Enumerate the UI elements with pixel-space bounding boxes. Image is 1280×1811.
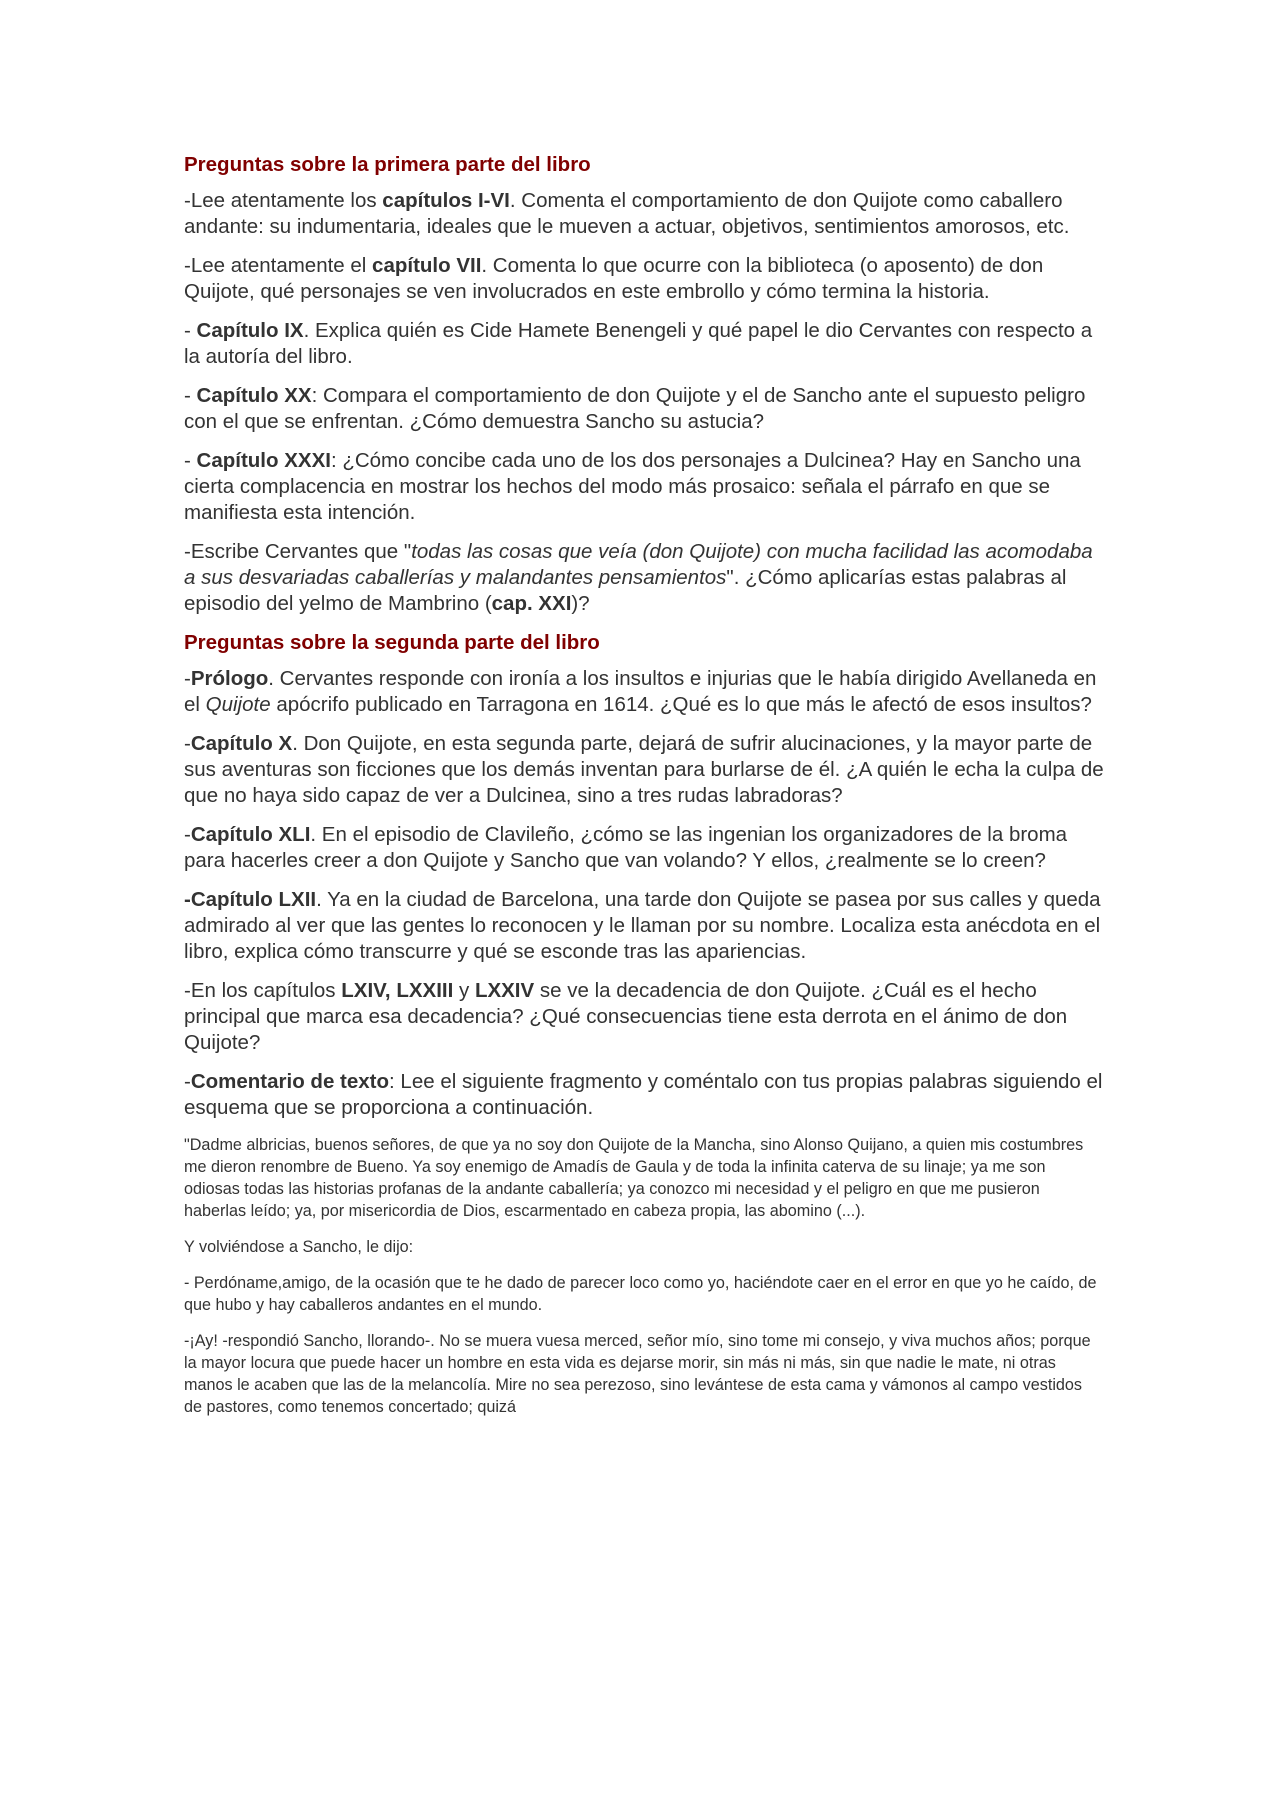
fragment-paragraph-4: -¡Ay! -respondió Sancho, llorando-. No se muera vuesa merced, señor mío, sino tome mi consejo, y viva muchos años; porque la mayor locura que puede hacer un hombre en esta vida es dejarse morir, sin más ni más, sin que nadie le mate, ni otras manos le acaben que las de la melancolía. Mire no sea perezoso, sino levántese de esta cama y vámonos al campo vestidos de pastores, como tenemos concertado; quizá [184,1332,1091,1416]
question-chapter-9: - Capítulo IX. Explica quién es Cide Hamete Benengeli y qué papel le dio Cervantes con respecto a la autoría del libro. [184,319,1093,368]
question-chapters-1-6: -Lee atentamente los capítulos I-VI. Comenta el comportamiento de don Quijote como caballero andante: su indumentaria, ideales que le mueven a actuar, objetivos, sentimientos amorosos, etc. [184,189,1070,238]
question-prologue: -Prólogo. Cervantes responde con ironía a los insultos e injurias que le había dirigido Avellaneda en el Quijote apócrifo publicado en Tarragona en 1614. ¿Qué es lo que más le afectó de esos insultos? [184,667,1097,716]
question-chapter-20: - Capítulo XX: Compara el comportamiento de don Quijote y el de Sancho ante el supuesto peligro con el que se enfrentan. ¿Cómo demuestra Sancho su astucia? [184,384,1086,433]
section-heading-part-two: Preguntas sobre la segunda parte del libro [184,631,600,654]
question-mambrino-helmet: -Escribe Cervantes que "todas las cosas que veía (don Quijote) con mucha facilidad las acomodaba a sus desvariadas caballerías y malandantes pensamientos". ¿Cómo aplicarías estas palabras al episodio del yelmo de Mambrino (cap. XXI)? [184,540,1093,615]
document-page [184,146,1104,1432]
section-heading-part-one: Preguntas sobre la primera parte del libro [184,153,591,176]
fragment-paragraph-3: - Perdóname,amigo, de la ocasión que te he dado de parecer loco como yo, haciéndote caer en el error en que yo he caído, de que hubo y hay caballeros andantes en el mundo. [184,1274,1097,1314]
fragment-paragraph-1: "Dadme albricias, buenos señores, de que ya no soy don Quijote de la Mancha, sino Alonso Quijano, a quien mis costumbres me dieron renombre de Bueno. Ya soy enemigo de Amadís de Gaula y de toda la infinita caterva de su linaje; ya me son odiosas todas las historias profanas de la andante caballería; ya conozco mi necesidad y el peligro en que me pusieron haberlas leído; ya, por misericordia de Dios, escarmentado en cabeza propia, las abomino (...). [184,1136,1084,1220]
fragment-paragraph-2: Y volviéndose a Sancho, le dijo: [184,1238,414,1256]
question-chapter-10: -Capítulo X. Don Quijote, en esta segunda parte, dejará de sufrir alucinaciones, y la mayor parte de sus aventuras son ficciones que los demás inventan para burlarse de él. ¿A quién le echa la culpa de que no haya sido capaz de ver a Dulcinea, sino a tres rudas labradoras? [184,732,1104,807]
question-text-commentary: -Comentario de texto: Lee el siguiente fragmento y coméntalo con tus propias palabras siguiendo el esquema que se proporciona a continuación. [184,1070,1103,1119]
question-chapters-64-73-74: -En los capítulos LXIV, LXXIII y LXXIV se ve la decadencia de don Quijote. ¿Cuál es el hecho principal que marca esa decadencia? ¿Qué consecuencias tiene esta derrota en el ánimo de don Quijote? [184,979,1068,1054]
question-chapter-41: -Capítulo XLI. En el episodio de Clavileño, ¿cómo se las ingenian los organizadores de la broma para hacerles creer a don Quijote y Sancho que van volando? Y ellos, ¿realmente se lo creen? [184,823,1068,872]
question-chapter-31: - Capítulo XXXI: ¿Cómo concibe cada uno de los dos personajes a Dulcinea? Hay en Sancho una cierta complacencia en mostrar los hechos del modo más prosaico: señala el párrafo en que se manifiesta esta intención. [184,449,1081,524]
question-chapter-62: -Capítulo LXII. Ya en la ciudad de Barcelona, una tarde don Quijote se pasea por sus calles y queda admirado al ver que las gentes lo reconocen y le llaman por su nombre. Localiza esta anécdota en el libro, explica cómo transcurre y qué se esconde tras las apariencias. [184,888,1101,963]
question-chapter-7: -Lee atentamente el capítulo VII. Comenta lo que ocurre con la biblioteca (o aposento) de don Quijote, qué personajes se ven involucrados en este embrollo y cómo termina la historia. [184,254,1044,303]
